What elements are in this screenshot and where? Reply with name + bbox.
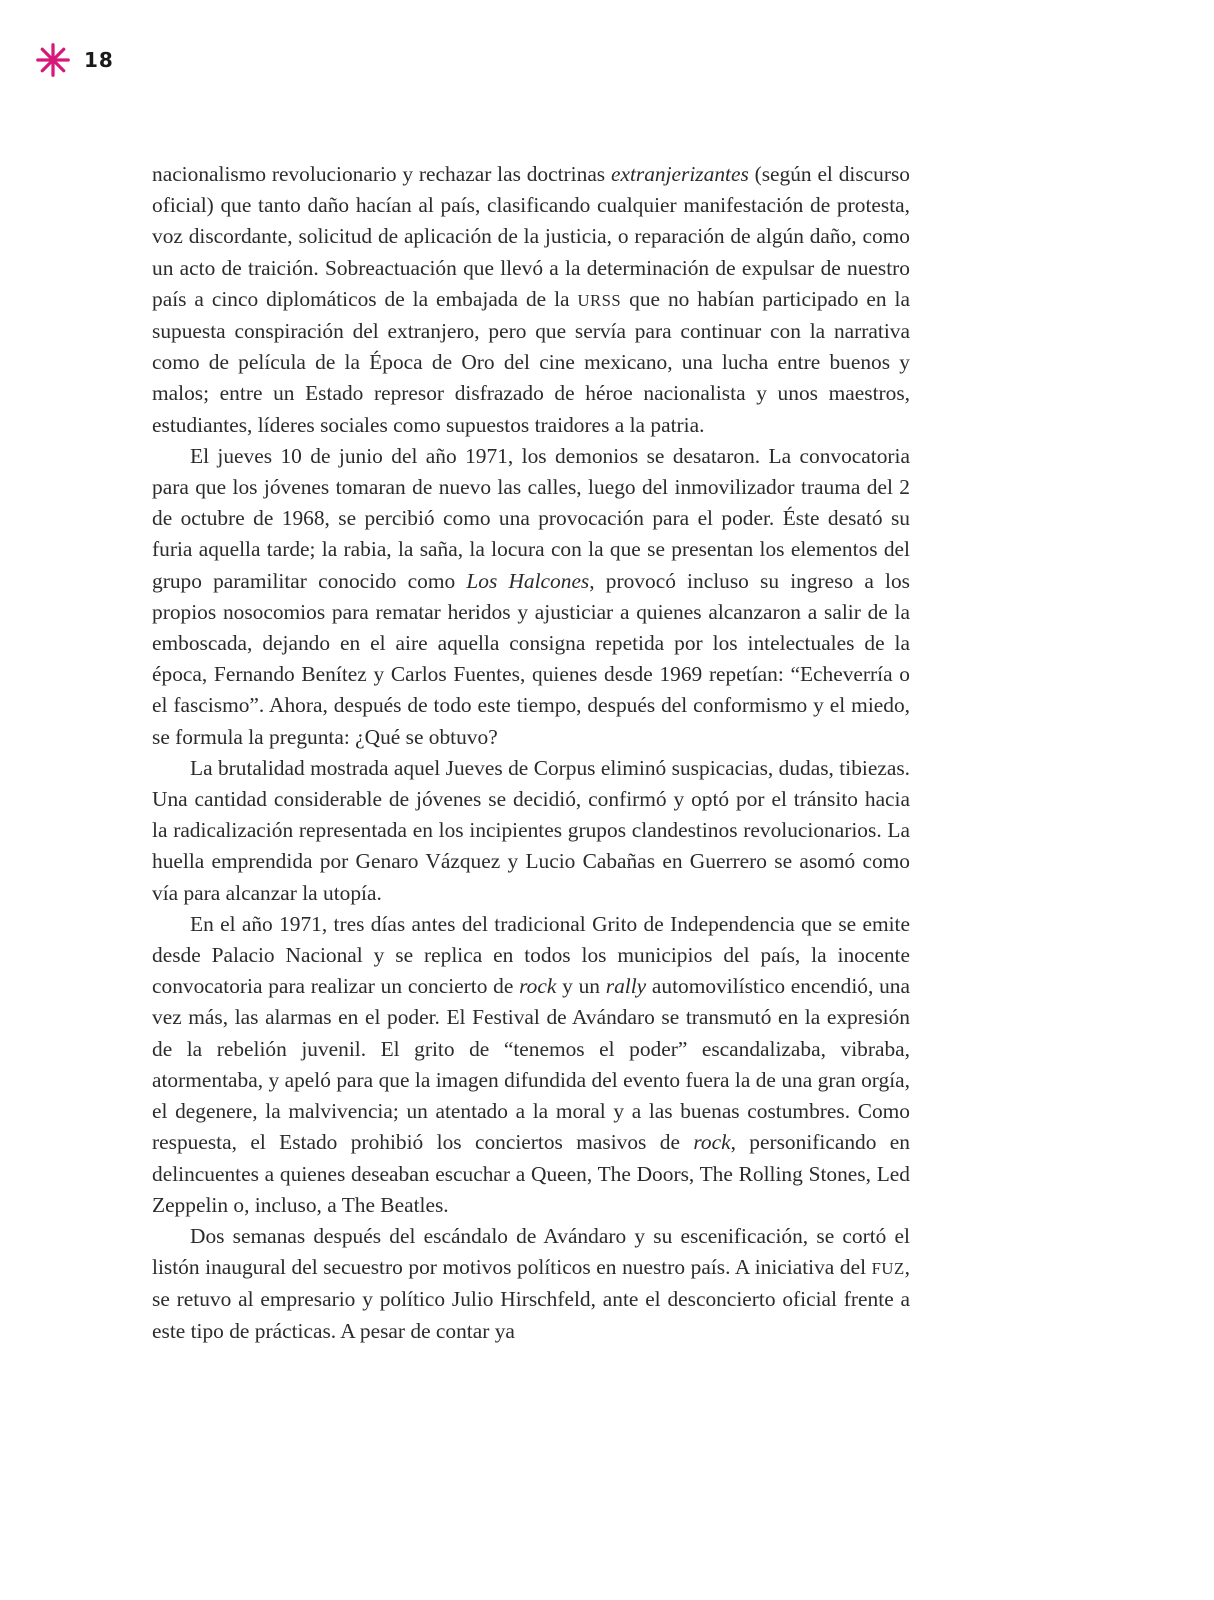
page-header (34, 40, 114, 80)
paragraph (152, 1221, 910, 1347)
page-number: 18 (84, 48, 114, 72)
text-run: En el año 1971, tres días antes del tradicional Grito de Independencia que se emite desde Palacio Nacional y se replica en todos los municipios del país, la inocente convocatoria para realizar un concierto de (152, 911, 910, 999)
italic-text: extranjerizantes (610, 162, 749, 186)
text-run: , provocó incluso su ingreso a los propios nosocomios para rematar heridos y ajusticiar a quienes alcanzaron a salir de la emboscada, dejando en el aire aquella consigna repetida por los intelectuales de la época, Fernando Benítez y Carlos Fuentes, quienes desde 1969 repetían: “Echeverría o el fascismo”. Ahora, después de todo este tiempo, después del conformismo y el miedo, se formula la pregunta: ¿Qué se obtuvo? (152, 568, 910, 749)
italic-text: rally (605, 974, 647, 999)
italic-text: Los Halcones (466, 568, 590, 593)
italic-text: rock (693, 1130, 731, 1155)
italic-text: rock (519, 974, 557, 999)
text-run: automovilístico encendió, una vez más, las alarmas en el poder. El Festival de Avándaro se transmutó en la expresión de la rebelión juvenil. El grito de “tenemos el poder” escandalizaba, vibraba, atormentaba, y apeló para que la imagen difundida del evento fuera la de una gran orgía, el degenere, la malvivencia; un atentado a la moral y a las buenas costumbres. Como respuesta, el Estado prohibió los conciertos masivos de (152, 974, 910, 1155)
text-run: El jueves 10 de junio del año 1971, los demonios se desataron. La convocatoria para que los jóvenes tomaran de nuevo las calles, luego del inmovilizador trauma del 2 de octubre de 1968, se percibió como una provocación para el poder. Éste desató su furia aquella tarde; la rabia, la saña, la locura con la que se presentan los elementos del grupo paramilitar conocido como (152, 443, 910, 593)
text-run: Dos semanas después del escándalo de Avándaro y su escenificación, se cortó el listón inaugural del secuestro por motivos políticos en nuestro país. A iniciativa del (152, 1223, 910, 1280)
text-run: La brutalidad mostrada aquel Jueves de Corpus eliminó suspicacias, dudas, tibiezas. Una cantidad considerable de jóvenes se decidió, confirmó y optó por el tránsito hacia la radicalización representada en los incipientes grupos clandestinos revolucionarios. La huella emprendida por Genaro Vázquez y Lucio Cabañas en Guerrero se asomó como vía para alcanzar la utopía. (152, 755, 910, 905)
text-run: nacionalismo revolucionario y rechazar las doctrinas (152, 162, 611, 186)
text-run: , se retuvo al empresario y político Julio Hirschfeld, ante el desconcierto oficial frente a este tipo de prácticas. A pesar de contar ya (152, 1255, 910, 1343)
small-caps-text: URSS (577, 290, 622, 310)
text-run: que no habían participado en la supuesta conspiración del extranjero, pero que servía para continuar con la narrativa como de película de la Época de Oro del cine mexicano, una lucha entre buenos y malos; entre un Estado represor disfrazado de héroe nacionalista y unos maestros, estudiantes, líderes sociales como supuestos traidores a la patria. (152, 286, 910, 437)
text-run: (según el discurso oficial) que tanto daño hacían al país, clasificando cualquier manifestación de protesta, voz discordante, solicitud de aplicación de la justicia, o reparación de algún daño, como un acto de traición. Sobreactuación que llevó a la determinación de expulsar de nuestro país a cinco diplomáticos de la embajada de la (152, 162, 910, 311)
paragraph (152, 753, 910, 909)
body-text (152, 159, 910, 1347)
paragraph (152, 441, 910, 753)
paragraph (152, 159, 910, 441)
asterisk-icon (34, 41, 72, 79)
text-run: y un (556, 974, 606, 999)
small-caps-text: FUZ (871, 1259, 905, 1279)
text-run: , personificando en delincuentes a quienes deseaban escuchar a Queen, The Doors, The Rolling Stones, Led Zeppelin o, incluso, a The Beatles. (152, 1130, 910, 1217)
paragraph (152, 909, 910, 1221)
